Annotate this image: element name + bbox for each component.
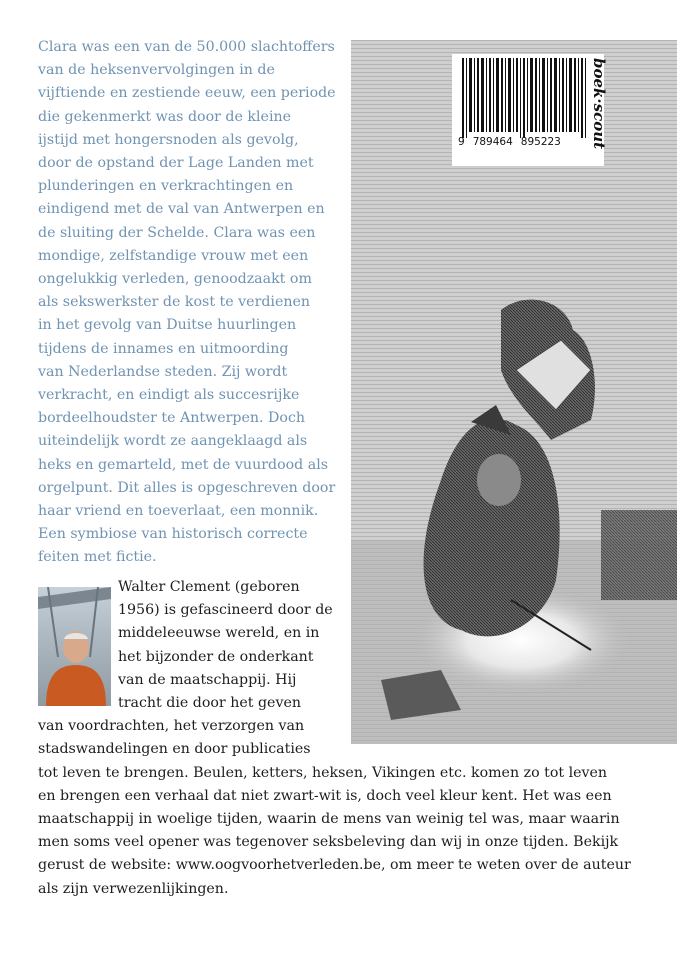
blurb-line: haar vriend en toeverlaat, een monnik.: [38, 503, 319, 520]
blurb-line: de sluiting der Schelde. Clara was een: [38, 224, 316, 241]
blurb-line: Clara was een van de 50.000 slachtoffers: [38, 39, 335, 55]
barcode-digit-group: 789464: [472, 136, 513, 148]
bio-line: tot leven te brengen. Beulen, ketters, heksen, Vikingen etc. komen zo tot leven: [38, 764, 608, 781]
bio-line: men soms veel opener was tegenover seksbeleving dan wij in onze tijden. Bekijk: [38, 834, 619, 851]
blurb-line: door de opstand der Lage Landen met: [38, 155, 314, 172]
blurb-line: feiten met fictie.: [38, 549, 157, 566]
blurb-line: heks en gemarteld, met de vuurdood als: [38, 456, 329, 473]
barcode-digits: [452, 136, 604, 148]
blurb-line: ongelukkig verleden, genoodzaakt om: [38, 271, 312, 288]
blurb-line: uiteindelijk wordt ze aangeklaagd als: [38, 433, 308, 450]
blurb-line: ijstijd met hongersnoden als gevolg,: [38, 131, 299, 148]
bio-line: het bijzonder de onderkant: [118, 648, 314, 665]
blurb-line: plunderingen en verkrachtingen en: [38, 178, 294, 195]
blurb-line: eindigend met de val van Antwerpen en: [38, 201, 325, 218]
bio-line: en brengen een verhaal dat niet zwart-wit is, doch veel kleur kent. Het was een: [38, 787, 612, 804]
blurb-line: verkracht, en eindigt als succesrijke: [38, 387, 300, 404]
blurb-line: van de heksenvervolgingen in de: [38, 62, 275, 79]
bio-line: maatschappij in woelige tijden, waarin de mens van weinig tel was, maar waarin: [38, 811, 620, 828]
barcode-digit-group: 895223: [520, 136, 561, 148]
blurb-line: van Nederlandse steden. Zij wordt: [38, 363, 288, 380]
bio-line: Walter Clement (geboren: [118, 579, 300, 595]
blurb-line: bordeelhoudster te Antwerpen. Doch: [38, 410, 306, 427]
blurb-line: als sekswerkster de kost te verdienen: [38, 294, 311, 311]
bio-line: middeleeuwse wereld, en in: [118, 625, 320, 642]
blurb-line: die gekenmerkt was door de kleine: [38, 108, 292, 125]
bio-line: tracht die door het geven: [118, 695, 301, 712]
blurb-line: in het gevolg van Duitse huurlingen: [38, 317, 297, 334]
author-bio: [38, 576, 631, 901]
blurb-line: vijftiende en zestiende eeuw, een periode: [38, 85, 336, 102]
bio-line: van de maatschappij. Hij: [118, 671, 297, 688]
barcode-bars: [460, 58, 590, 138]
blurb-line: Een symbiose van historisch correcte: [38, 526, 308, 543]
bio-line: gerust de website: www.oogvoorhetverleden.be, om meer te weten over de auteur: [38, 857, 631, 874]
blurb-line: tijdens de innames en uitmoording: [38, 340, 289, 357]
back-cover-blurb: [38, 36, 346, 570]
barcode-digit: 9: [458, 136, 465, 148]
bio-line: stadswandelingen en door publicaties: [38, 741, 311, 758]
bio-line: 1956) is gefascineerd door de: [118, 602, 333, 619]
bio-line: van voordrachten, het verzorgen van: [38, 718, 305, 735]
publisher-logo: boek·scout: [590, 58, 608, 150]
blurb-line: mondige, zelfstandige vrouw met een: [38, 247, 309, 264]
blurb-line: orgelpunt. Dit alles is opgeschreven door: [38, 479, 336, 496]
barcode: [452, 54, 604, 166]
bio-line: als zijn verwezenlijkingen.: [38, 880, 229, 897]
